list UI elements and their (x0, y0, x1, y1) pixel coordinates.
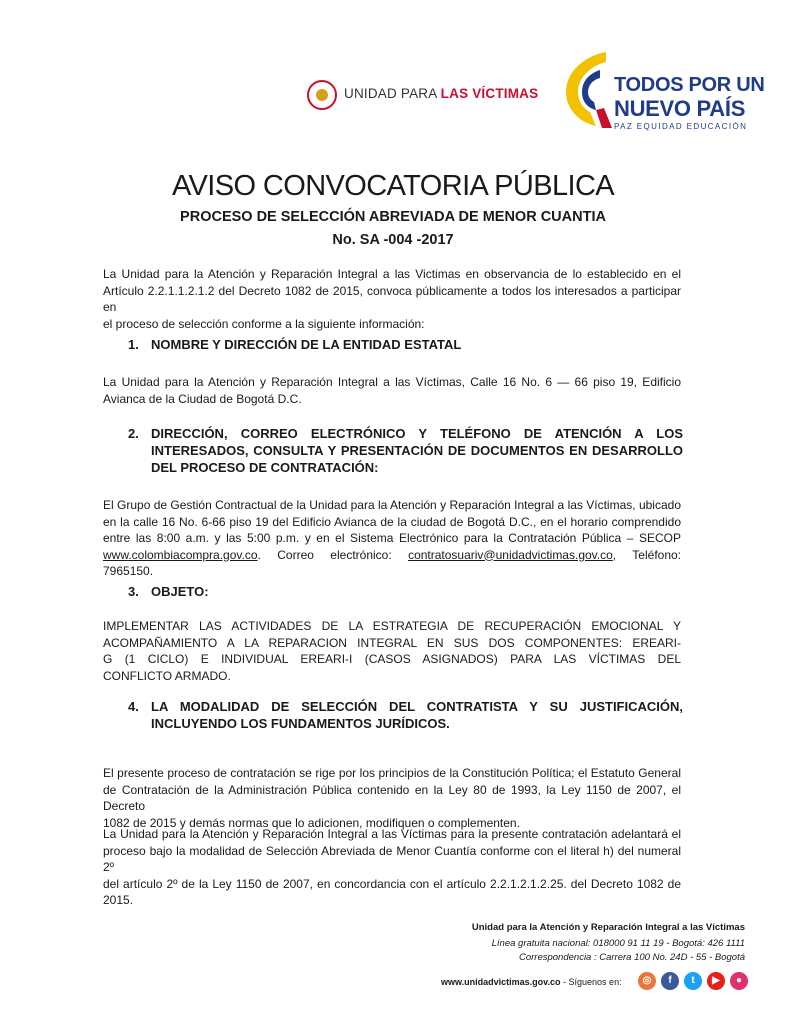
facebook-icon[interactable]: f (661, 972, 679, 990)
unidad-victimas-logo: UNIDAD PARA LAS VÍCTIMAS (344, 86, 539, 101)
section-4-body-1: El presente proceso de contratación se rige por los principios de la Constitución Política; el Estatuto General de Contratación de la Administración Pública contenido en la Ley 80 de 1993, la Ley 1150 de 2007, el Decreto 1082 de 2015 y demás normas que lo adicionen, modifiquen o complementen. (103, 766, 681, 830)
contact-email-link[interactable]: contratosuariv@unidadvictimas.gov.co (408, 547, 613, 562)
todos-por-un-nuevo-pais-mark (556, 48, 614, 130)
twitter-icon[interactable]: t (684, 972, 702, 990)
gov-slogan-line1: TODOS POR UN (614, 74, 765, 96)
instagram-icon[interactable]: ◎ (638, 972, 656, 990)
document-title: AVISO CONVOCATORIA PÚBLICA (171, 170, 615, 202)
coat-of-arms-seal (307, 80, 337, 110)
section-1-body: La Unidad para la Atención y Reparación Integral a las Víctimas, Calle 16 No. 6 — 66 piso 19, Edificio Avianca de la Ciudad de Bogotá D.C. (103, 375, 681, 406)
process-number: No. SA -004 -2017 (332, 232, 454, 248)
youtube-icon[interactable]: ▶ (707, 972, 725, 990)
section-4-body-2: La Unidad para la Atención y Reparación Integral a las Víctimas para la presente contratación adelantará el proceso bajo la modalidad de Selección Abreviada de Menor Cuantía conforme con el literal h) del numeral 2º del artículo 2º de la Ley 1150 de 2007, en concordancia con el artículo 2.2.1.2.1.2.25. del Decreto 1082 de 2015. (103, 827, 681, 907)
section-3-body: IMPLEMENTAR LAS ACTIVIDADES DE LA ESTRATEGIA DE RECUPERACIÓN EMOCIONAL Y ACOMPAÑAMIENTO A LA REPARACION INTEGRAL EN SUS DOS COMPONENTES: EREARI- G (1 CICLO) E INDIVIDUAL EREARI-I (CASOS ASIGNADOS) PARA LAS VÍCTIMAS DEL CONFLICTO ARMADO. (103, 619, 681, 683)
document-subtitle: PROCESO DE SELECCIÓN ABREVIADA DE MENOR CUANTIA (180, 209, 606, 225)
footer-org: Unidad para la Atención y Reparación Integral a las Víctimas (471, 922, 745, 933)
section-2-heading: 2. DIRECCIÓN, CORREO ELECTRÓNICO Y TELÉFONO DE ATENCIÓN A LOS INTERESADOS, CONSULTA Y PRESENTACIÓN DE DOCUMENTOS EN DESARROLLO DEL PROCESO DE CONTRATACIÓN: (128, 426, 683, 475)
section-3-heading: 3. OBJETO: (128, 584, 209, 599)
intro-paragraph: La Unidad para la Atención y Reparación Integral a las Victimas en observancia de lo establecido en el Artículo 2.2.1.1.2.1.2 del Decreto 1082 de 2015, convoca públicamente a todos los interesados a participar en el proceso de selección conforme a la siguiente información: (103, 267, 681, 331)
footer-phones: Línea gratuita nacional: 018000 91 11 19 - Bogotá: 426 1111 (491, 938, 745, 949)
section-4-heading: 4. LA MODALIDAD DE SELECCIÓN DEL CONTRATISTA Y SU JUSTIFICACIÓN, INCLUYENDO LOS FUNDAMENTOS JURÍDICOS. (128, 699, 683, 731)
footer-website-link[interactable]: www.unidadvictimas.gov.co (441, 977, 561, 987)
footer-web-line: www.unidadvictimas.gov.co - Síguenos en: (441, 977, 622, 987)
section-2-body: El Grupo de Gestión Contractual de la Unidad para la Atención y Reparación Integral a las Víctimas, ubicado en la calle 16 No. 6-66 piso 19 del Edificio Avianca de la ciudad de Bogotá D.C., en el horario comprendido entre las 8:00 a.m. y las 5:00 p.m. y en el Sistema Electrónico para la Contratación Pública – SECOP www.colombiacompra.gov.co. Correo electrónico: contratosuariv@unidadvictimas.gov.co, Teléfono: 7965150. (103, 498, 682, 578)
secop-link[interactable]: www.colombiacompra.gov.co (103, 547, 258, 562)
footer-address: Correspondencia : Carrera 100 No. 24D - 55 - Bogotá (518, 952, 745, 963)
section-1-heading: 1. NOMBRE Y DIRECCIÓN DE LA ENTIDAD ESTATAL (128, 337, 462, 352)
flickr-icon[interactable]: ● (730, 972, 748, 990)
gov-slogan-line2: NUEVO PAÍS (614, 96, 746, 121)
gov-slogan-line3: PAZ EQUIDAD EDUCACIÓN (614, 122, 748, 131)
